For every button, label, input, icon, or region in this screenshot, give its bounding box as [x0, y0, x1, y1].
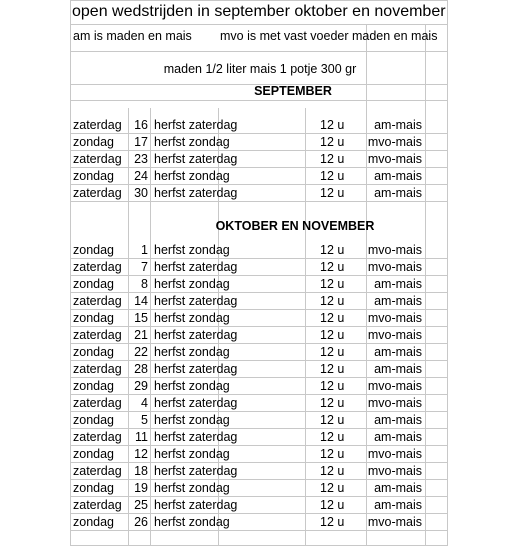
day-cell: zaterdag	[73, 362, 122, 376]
grid-line	[70, 133, 448, 134]
feed-cell: am-mais	[374, 345, 422, 359]
grid-line	[70, 360, 448, 361]
event-cell: herfst zaterdag	[154, 396, 238, 410]
date-cell: 18	[134, 464, 148, 478]
feed-cell: mvo-mais	[367, 260, 422, 274]
day-cell: zaterdag	[73, 430, 122, 444]
event-cell: herfst zaterdag	[154, 186, 238, 200]
date-cell: 21	[134, 328, 148, 342]
time-cell: 12 u	[320, 362, 345, 376]
grid-line	[70, 428, 448, 429]
grid-line	[70, 0, 448, 1]
feed-cell: am-mais	[374, 118, 422, 132]
event-cell: herfst zondag	[154, 345, 230, 359]
grid-line	[70, 184, 448, 185]
grid-line	[447, 0, 448, 546]
grid-line	[70, 496, 448, 497]
time-cell: 12 u	[320, 447, 345, 461]
grid-line	[70, 411, 448, 412]
date-cell: 29	[134, 379, 148, 393]
feed-cell: mvo-mais	[367, 464, 422, 478]
day-cell: zondag	[73, 135, 115, 149]
date-cell: 19	[134, 481, 148, 495]
grid-line	[70, 201, 448, 202]
quantities-note: maden 1/2 liter mais 1 potje 300 gr	[163, 62, 357, 76]
feed-cell: am-mais	[374, 277, 422, 291]
event-cell: herfst zaterdag	[154, 498, 238, 512]
day-cell: zondag	[73, 515, 115, 529]
date-cell: 25	[134, 498, 148, 512]
grid-line	[70, 51, 448, 52]
feed-cell: am-mais	[374, 362, 422, 376]
feed-cell: am-mais	[374, 481, 422, 495]
event-cell: herfst zondag	[154, 379, 230, 393]
event-cell: herfst zondag	[154, 481, 230, 495]
event-cell: herfst zaterdag	[154, 464, 238, 478]
time-cell: 12 u	[320, 243, 345, 257]
date-cell: 23	[134, 152, 148, 166]
date-cell: 24	[134, 169, 148, 183]
event-cell: herfst zondag	[154, 515, 230, 529]
grid-line	[70, 462, 448, 463]
grid-line	[70, 100, 448, 101]
date-cell: 11	[135, 430, 148, 444]
grid-line	[70, 394, 448, 395]
grid-line	[70, 326, 448, 327]
event-cell: herfst zondag	[154, 243, 230, 257]
feed-cell: am-mais	[374, 498, 422, 512]
time-cell: 12 u	[320, 260, 345, 274]
event-cell: herfst zaterdag	[154, 294, 238, 308]
feed-cell: mvo-mais	[367, 379, 422, 393]
event-cell: herfst zaterdag	[154, 328, 238, 342]
feed-cell: mvo-mais	[367, 135, 422, 149]
time-cell: 12 u	[320, 186, 345, 200]
event-cell: herfst zondag	[154, 277, 230, 291]
time-cell: 12 u	[320, 430, 345, 444]
grid-line	[70, 545, 448, 546]
grid-line	[70, 24, 448, 25]
day-cell: zaterdag	[73, 260, 122, 274]
event-cell: herfst zondag	[154, 447, 230, 461]
day-cell: zondag	[73, 277, 115, 291]
time-cell: 12 u	[320, 464, 345, 478]
day-cell: zaterdag	[73, 464, 122, 478]
feed-cell: mvo-mais	[367, 515, 422, 529]
day-cell: zaterdag	[73, 396, 122, 410]
time-cell: 12 u	[320, 328, 345, 342]
time-cell: 12 u	[320, 118, 345, 132]
time-cell: 12 u	[320, 498, 345, 512]
grid-line	[70, 292, 448, 293]
grid-line	[70, 343, 448, 344]
time-cell: 12 u	[320, 277, 345, 291]
day-cell: zondag	[73, 311, 115, 325]
page-title: open wedstrijden in september oktober en november	[72, 3, 446, 20]
feed-cell: am-mais	[374, 186, 422, 200]
grid-line	[70, 150, 448, 151]
day-cell: zaterdag	[73, 328, 122, 342]
day-cell: zaterdag	[73, 498, 122, 512]
grid-line	[70, 513, 448, 514]
date-cell: 8	[141, 277, 148, 291]
date-cell: 1	[141, 243, 148, 257]
grid-line	[70, 258, 448, 259]
day-cell: zondag	[73, 481, 115, 495]
day-cell: zondag	[73, 413, 115, 427]
time-cell: 12 u	[320, 135, 345, 149]
legend-mvo: mvo is met vast voeder maden en mais	[220, 29, 438, 43]
date-cell: 17	[134, 135, 148, 149]
grid-line	[70, 445, 448, 446]
date-cell: 15	[134, 311, 148, 325]
feed-cell: mvo-mais	[367, 243, 422, 257]
grid-line	[70, 530, 448, 531]
event-cell: herfst zaterdag	[154, 430, 238, 444]
grid-line	[70, 479, 448, 480]
day-cell: zondag	[73, 345, 115, 359]
day-cell: zaterdag	[73, 294, 122, 308]
time-cell: 12 u	[320, 396, 345, 410]
time-cell: 12 u	[320, 481, 345, 495]
feed-cell: mvo-mais	[367, 152, 422, 166]
grid-line	[425, 24, 426, 546]
date-cell: 26	[134, 515, 148, 529]
date-cell: 7	[141, 260, 148, 274]
spreadsheet	[70, 0, 448, 546]
date-cell: 14	[134, 294, 148, 308]
day-cell: zondag	[73, 243, 115, 257]
time-cell: 12 u	[320, 311, 345, 325]
time-cell: 12 u	[320, 379, 345, 393]
time-cell: 12 u	[320, 515, 345, 529]
feed-cell: am-mais	[374, 169, 422, 183]
date-cell: 22	[134, 345, 148, 359]
date-cell: 5	[141, 413, 148, 427]
event-cell: herfst zondag	[154, 413, 230, 427]
feed-cell: am-mais	[374, 294, 422, 308]
feed-cell: mvo-mais	[367, 328, 422, 342]
event-cell: herfst zondag	[154, 135, 230, 149]
grid-line	[70, 167, 448, 168]
date-cell: 28	[134, 362, 148, 376]
day-cell: zaterdag	[73, 152, 122, 166]
date-cell: 30	[134, 186, 148, 200]
time-cell: 12 u	[320, 152, 345, 166]
grid-line	[150, 108, 151, 546]
legend-am: am is maden en mais	[73, 29, 192, 43]
date-cell: 16	[134, 118, 148, 132]
day-cell: zondag	[73, 169, 115, 183]
date-cell: 4	[141, 396, 148, 410]
time-cell: 12 u	[320, 169, 345, 183]
feed-cell: am-mais	[374, 430, 422, 444]
feed-cell: mvo-mais	[367, 311, 422, 325]
grid-line	[70, 377, 448, 378]
grid-line	[70, 309, 448, 310]
grid-line	[70, 0, 71, 546]
day-cell: zondag	[73, 379, 115, 393]
day-cell: zondag	[73, 447, 115, 461]
event-cell: herfst zondag	[154, 311, 230, 325]
time-cell: 12 u	[320, 413, 345, 427]
section-heading-oktober-november: OKTOBER EN NOVEMBER	[215, 219, 375, 233]
day-cell: zaterdag	[73, 186, 122, 200]
event-cell: herfst zaterdag	[154, 152, 238, 166]
event-cell: herfst zaterdag	[154, 118, 238, 132]
feed-cell: am-mais	[374, 413, 422, 427]
event-cell: herfst zaterdag	[154, 260, 238, 274]
feed-cell: mvo-mais	[367, 447, 422, 461]
date-cell: 12	[134, 447, 148, 461]
time-cell: 12 u	[320, 345, 345, 359]
grid-line	[70, 275, 448, 276]
day-cell: zaterdag	[73, 118, 122, 132]
time-cell: 12 u	[320, 294, 345, 308]
feed-cell: mvo-mais	[367, 396, 422, 410]
grid-line	[305, 108, 306, 546]
event-cell: herfst zondag	[154, 169, 230, 183]
event-cell: herfst zaterdag	[154, 362, 238, 376]
section-heading-september: SEPTEMBER	[254, 84, 332, 98]
